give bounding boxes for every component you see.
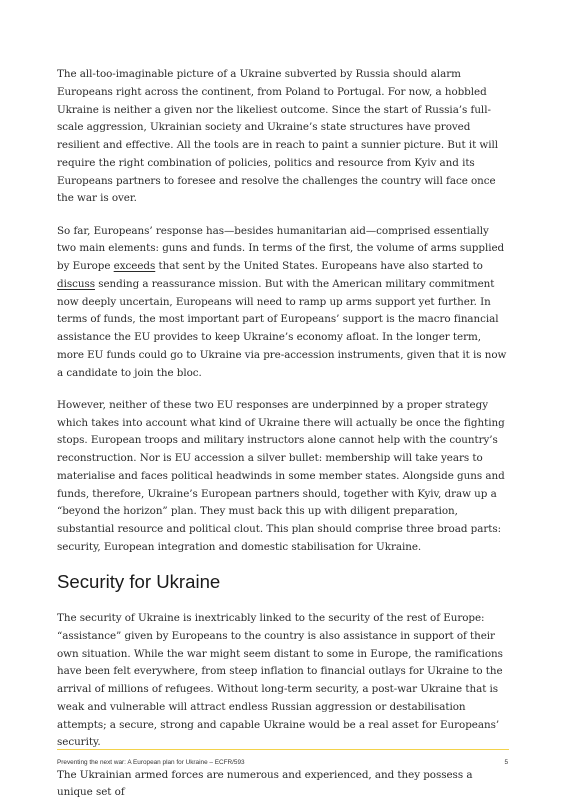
paragraph-2-text-c: sending a reassurance mission. But with the American military commitment now deeply uncertain, Europeans will need to ramp up arms support yet further. In terms of funds, the most important part of Europeans’ support is the macro financial assistance the EU provides to keep Ukraine’s economy afloat. In the longer term, more EU funds could go to Ukraine via pre-accession instruments, given that it is now a candidate to join the bloc. bbox=[57, 278, 506, 379]
footer-divider bbox=[57, 749, 509, 750]
article-body bbox=[57, 66, 509, 802]
paragraph-2-text-a: So far, Europeans’ response has—besides humanitarian aid—comprised essentially two main elements: guns and funds. In terms of the first, the volume of arms supplied by Europe bbox=[57, 225, 504, 273]
discuss-link[interactable]: discuss bbox=[57, 278, 95, 290]
paragraph-2-text-b: that sent by the United States. Europeans have also started to bbox=[155, 260, 483, 272]
paragraph-2 bbox=[57, 223, 509, 383]
section-heading: Security for Ukraine bbox=[57, 571, 509, 593]
paragraph-5: The Ukrainian armed forces are numerous and experienced, and they possess a unique set of bbox=[57, 767, 509, 802]
page-number: 5 bbox=[504, 759, 508, 766]
paragraph-4: The security of Ukraine is inextricably linked to the security of the rest of Europe: “assistance” given by Europeans to the country is also assistance in support of their own situation. While the war might seem distant to some in Europe, the ramifications have been felt everywhere, from steep inflation to financial outlays for Ukraine to the arrival of millions of refugees. Without long-term security, a post-war Ukraine that is weak and vulnerable will attract endless Russian aggression or destabilisation attempts; a secure, strong and capable Ukraine would be a real asset for Europeans’ security. bbox=[57, 610, 509, 752]
paragraph-3: However, neither of these two EU responses are underpinned by a proper strategy which takes into account what kind of Ukraine there will actually be once the fighting stops. European troops and military instructors alone cannot help with the country’s reconstruction. Nor is EU accession a silver bullet: membership will take years to materialise and faces political headwinds in some member states. Alongside guns and funds, therefore, Ukraine’s European partners should, together with Kyiv, draw up a “beyond the horizon” plan. They must back this up with diligent preparation, substantial resource and political clout. This plan should comprise three broad parts: security, European integration and domestic stabilisation for Ukraine. bbox=[57, 397, 509, 557]
footer-title: Preventing the next war: A European plan for Ukraine – ECFR/593 bbox=[57, 759, 245, 766]
paragraph-1: The all-too-imaginable picture of a Ukraine subverted by Russia should alarm Europeans right across the continent, from Poland to Portugal. For now, a hobbled Ukraine is neither a given nor the likeliest outcome. Since the start of Russia’s full-scale aggression, Ukrainian society and Ukraine’s state structures have proved resilient and effective. All the tools are in reach to paint a sunnier picture. But it will require the right combination of policies, politics and resource from Kyiv and its Europeans partners to foresee and resolve the challenges the country will face once the war is over. bbox=[57, 66, 509, 208]
exceeds-link[interactable]: exceeds bbox=[114, 260, 156, 272]
